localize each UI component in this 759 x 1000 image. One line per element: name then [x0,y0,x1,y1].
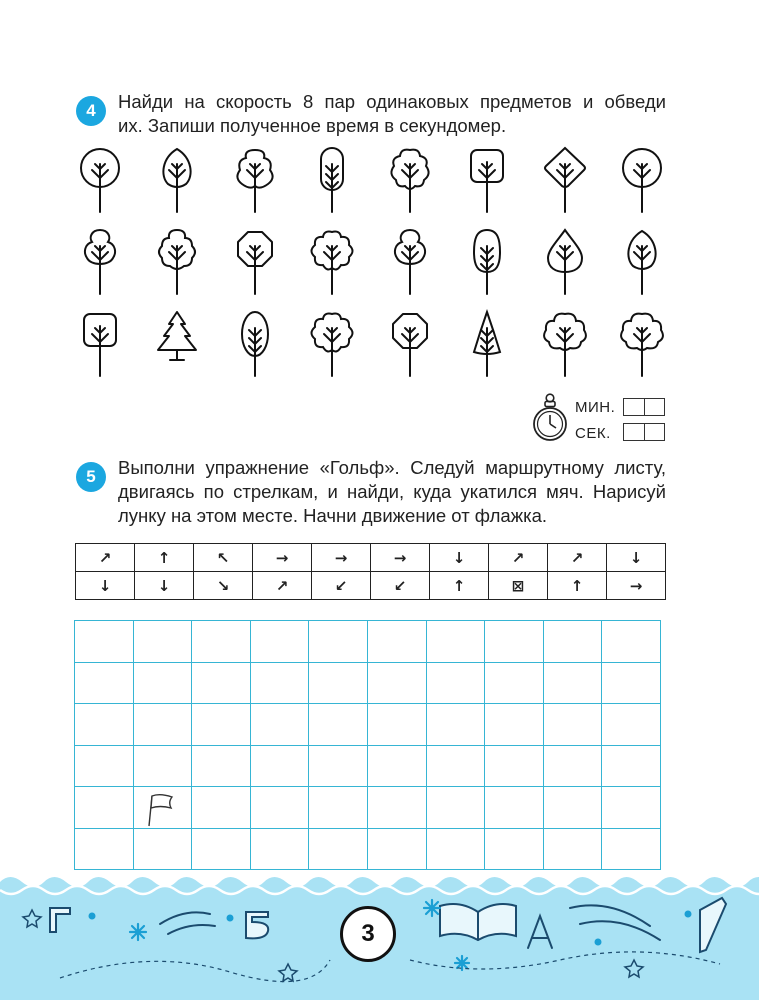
route-arrow: → [371,544,430,572]
tree-octagon-icon[interactable] [229,226,281,298]
task-5-instructions [118,456,666,528]
grid-row [75,704,661,746]
grid-cell[interactable] [485,662,544,704]
grid-cell[interactable] [309,745,368,787]
tree-square-icon[interactable] [461,144,513,216]
route-arrow: ⊠ [489,572,548,600]
grid-cell[interactable] [426,621,485,663]
instruction-line: Найди на скорость 8 пар одинаковых предметов и обведи [118,91,666,112]
seconds-label: СЕК. [575,425,611,442]
grid-cell[interactable] [426,787,485,829]
route-arrow: ↘ [194,572,253,600]
grid-cell[interactable] [192,662,251,704]
grid-cell[interactable] [367,704,426,746]
tree-diamond-icon[interactable] [539,144,591,216]
grid-cell[interactable] [543,745,602,787]
tree-round-branch-icon[interactable] [616,144,668,216]
grid-cell[interactable] [602,621,661,663]
grid-cell[interactable] [426,745,485,787]
stopwatch-icon [528,392,572,444]
grid-cell[interactable] [543,828,602,870]
grid-row [75,828,661,870]
grid-cell[interactable] [426,662,485,704]
tree-leaf-pointed-icon[interactable] [616,226,668,298]
task-4-number: 4 [76,96,106,126]
grid-cell[interactable] [367,828,426,870]
grid-cell[interactable] [309,828,368,870]
grid-cell[interactable] [485,828,544,870]
trees-puzzle [74,144,670,384]
minutes-label: МИН. [575,399,616,416]
route-arrow: ↓ [76,572,135,600]
grid-cell[interactable] [543,621,602,663]
grid-cell[interactable] [75,787,134,829]
route-arrow: ↗ [76,544,135,572]
grid-cell[interactable] [485,621,544,663]
tree-leaf-pointed-icon[interactable] [151,144,203,216]
grid-cell[interactable] [485,704,544,746]
grid-cell[interactable] [192,704,251,746]
grid-cell[interactable] [133,828,192,870]
route-arrow: ↓ [607,544,666,572]
flag-icon [146,793,174,827]
tree-double-round-icon[interactable] [384,226,436,298]
grid-cell[interactable] [367,787,426,829]
grid-cell[interactable] [602,787,661,829]
tree-cone-icon[interactable] [461,308,513,380]
tree-double-bushy-icon[interactable] [151,226,203,298]
grid-cell[interactable] [485,745,544,787]
grid-cell[interactable] [192,828,251,870]
grid-cell[interactable] [602,745,661,787]
grid-cell[interactable] [133,745,192,787]
tree-double-round-icon[interactable] [74,226,126,298]
grid-cell[interactable] [75,745,134,787]
grid-cell[interactable] [367,745,426,787]
route-arrow: ↑ [135,544,194,572]
grid-cell[interactable] [543,704,602,746]
route-arrow: ↓ [135,572,194,600]
route-arrow: ↑ [548,572,607,600]
route-arrow: ↗ [489,544,548,572]
grid-cell[interactable] [485,787,544,829]
grid-cell[interactable] [250,787,309,829]
tree-tall-oval-icon[interactable] [461,226,513,298]
grid-cell[interactable] [309,662,368,704]
grid-cell[interactable] [543,787,602,829]
tree-bushy-icon[interactable] [229,144,281,216]
tree-cloud-broad-icon[interactable] [616,308,668,380]
grid-cell[interactable] [75,828,134,870]
route-arrow: → [253,544,312,572]
grid-cell[interactable] [192,787,251,829]
grid-cell[interactable] [192,745,251,787]
grid-cell[interactable] [192,621,251,663]
route-arrow: → [312,544,371,572]
tree-fir-icon[interactable] [151,308,203,380]
tree-square-icon[interactable] [74,308,126,380]
route-row [76,572,666,600]
grid-row [75,662,661,704]
minutes-box[interactable] [623,398,665,416]
stopwatch-record [528,392,668,447]
task-4-instructions [118,90,666,138]
route-arrow: ↙ [312,572,371,600]
task-5-number: 5 [76,462,106,492]
route-arrow: ↖ [194,544,253,572]
grid-cell[interactable] [133,787,192,829]
route-sheet [75,543,666,600]
tree-cloud-broad-icon[interactable] [539,308,591,380]
grid-cell[interactable] [250,704,309,746]
tree-oval-tall-icon[interactable] [229,308,281,380]
grid-row [75,787,661,829]
route-arrow: ↑ [430,572,489,600]
route-arrow: ↗ [253,572,312,600]
tree-oval-branch-icon[interactable] [306,144,358,216]
grid-cell[interactable] [426,704,485,746]
grid-cell[interactable] [602,662,661,704]
route-arrow: ↙ [371,572,430,600]
instruction-line: их. Запиши полученное время в секундомер. [118,115,507,136]
tree-cloud-round-icon[interactable] [306,226,358,298]
instruction-line: Выполни упражнение «Гольф». Следуй маршрутному листу, [118,457,666,478]
grid-cell[interactable] [309,704,368,746]
grid-cell[interactable] [250,621,309,663]
route-arrow: ↗ [548,544,607,572]
grid-cell[interactable] [250,828,309,870]
grid-cell[interactable] [75,621,134,663]
instruction-line: лунку на этом месте. Начни движение от флажка. [118,505,548,526]
route-arrow: → [607,572,666,600]
grid-cell[interactable] [133,704,192,746]
tree-round-branch-icon[interactable] [74,144,126,216]
grid-cell[interactable] [75,662,134,704]
grid-cell[interactable] [250,662,309,704]
grid-row [75,621,661,663]
grid-cell[interactable] [367,621,426,663]
grid-cell[interactable] [367,662,426,704]
seconds-box[interactable] [623,423,665,441]
route-arrow: ↓ [430,544,489,572]
golf-field-grid [74,620,661,870]
grid-cell[interactable] [309,787,368,829]
tree-drop-icon[interactable] [539,226,591,298]
grid-cell[interactable] [602,704,661,746]
grid-cell[interactable] [75,704,134,746]
grid-row [75,745,661,787]
grid-cell[interactable] [543,662,602,704]
grid-cell[interactable] [250,745,309,787]
route-row [76,544,666,572]
grid-cell[interactable] [133,621,192,663]
grid-cell[interactable] [309,621,368,663]
instruction-line: двигаясь по стрелкам, и найди, куда укатился мяч. Нарисуй [118,481,666,502]
page-number: 3 [340,906,396,962]
grid-cell[interactable] [133,662,192,704]
tree-bushy-cloud-icon[interactable] [384,144,436,216]
tree-octagon-icon[interactable] [384,308,436,380]
grid-cell[interactable] [602,828,661,870]
grid-cell[interactable] [426,828,485,870]
tree-cloud-round-icon[interactable] [306,308,358,380]
